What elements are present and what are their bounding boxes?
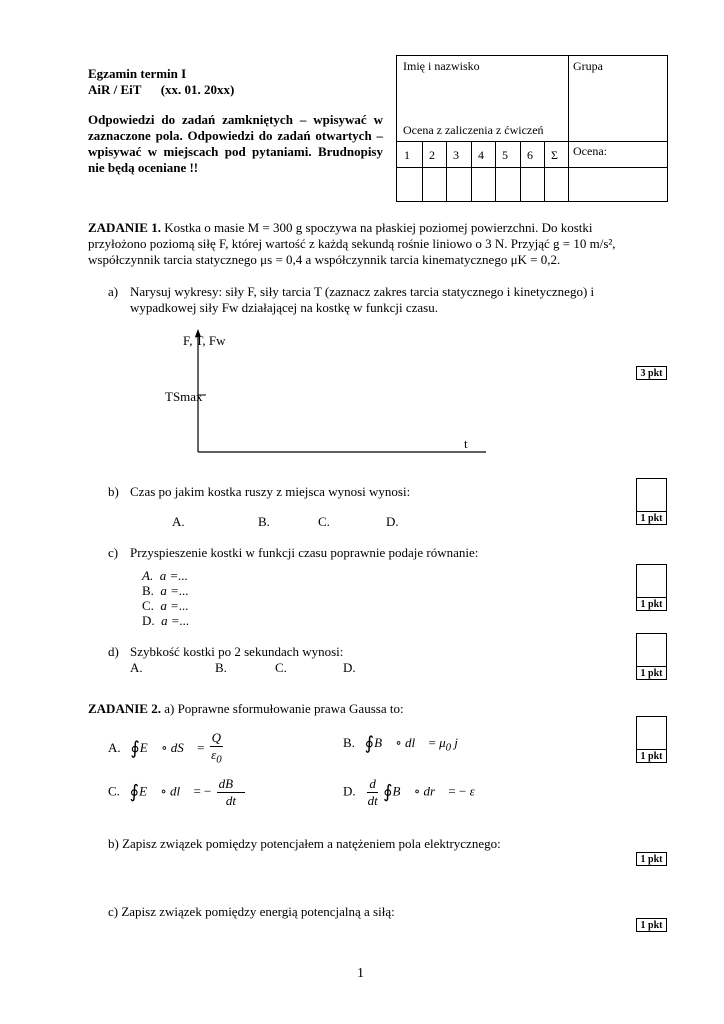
task2-heading: ZADANIE 2. [88, 701, 161, 716]
grade-column-header: 3 [453, 148, 459, 162]
task2-option-b[interactable]: B. ∮B⃗ ∘ dl⃗ = $\mu_0$ j [343, 733, 458, 754]
task1c-answer-box[interactable] [636, 564, 667, 598]
task1c-label: c) [108, 545, 119, 560]
task1d-option-d[interactable]: D. [343, 660, 356, 675]
task2a-points: 1 pkt [636, 749, 667, 763]
graph-tsmax-label: TSmax [165, 389, 203, 404]
task1b-option-b[interactable]: B. [258, 514, 270, 529]
task1a-points: 3 pkt [636, 366, 667, 380]
task1c-text: Przyspieszenie kostki w funkcji czasu poprawnie podaje równanie: [130, 545, 479, 560]
grade-column-header: 1 [404, 148, 410, 162]
grade-column-header: Σ [551, 148, 558, 162]
grade-cell[interactable] [520, 168, 544, 201]
task1c-option-c[interactable]: C. a =... [142, 598, 189, 613]
grade-label: Ocena: [573, 144, 607, 158]
task2a-text: a) Poprawne sformułowanie prawa Gaussa to: [164, 701, 404, 716]
name-field[interactable] [396, 55, 397, 56]
task2c-text: c) Zapisz związek pomiędzy energią potencjalną a siłą: [108, 904, 395, 919]
page-number: 1 [357, 966, 364, 981]
task1b-option-a[interactable]: A. [172, 514, 185, 529]
grade-column-header: 5 [502, 148, 508, 162]
grade-column-header: 6 [527, 148, 533, 162]
task1d-text: Szybkość kostki po 2 sekundach wynosi: [130, 644, 344, 659]
task1d-label: d) [108, 644, 119, 659]
task1b-option-c[interactable]: C. [318, 514, 330, 529]
task2-option-c[interactable]: C. ∮E⃗ ∘ dl⃗ = − $\frac{dB⃗}{dt}$ [108, 776, 244, 808]
exam-instructions: Odpowiedzi do zadań zamkniętych – wpisywać w zaznaczone pola. Odpowiedzi do zadań otwartych – wpisywać w miejscach pod pytaniami. Brudnopisy nie będą oceniane !! [88, 112, 383, 175]
task1c-options [142, 568, 189, 628]
task1-intro-line3: współczynnik tarcia statycznego μs = 0,4 a współczynnik tarcia kinematycznego μK = 0,2. [88, 252, 561, 267]
task2-intro [88, 701, 404, 717]
grade-column-header: 4 [478, 148, 484, 162]
grade-cell[interactable] [446, 168, 470, 201]
task2-option-d[interactable]: D. $\frac{d}{dt}$ ∮B⃗ ∘ dr⃗ = − ε [343, 776, 475, 808]
task1d-points: 1 pkt [636, 666, 667, 680]
task2b-text: b) Zapisz związek pomiędzy potencjałem a natężeniem pola elektrycznego: [108, 836, 501, 851]
grade-cell[interactable] [397, 168, 421, 201]
task1d-answer-box[interactable] [636, 633, 667, 667]
task1b-answer-box[interactable] [636, 478, 667, 512]
exam-title: Egzamin termin I [88, 66, 187, 81]
task1c-points: 1 pkt [636, 597, 667, 611]
task1b-label: b) [108, 484, 119, 499]
exercise-grade-label: Ocena z zaliczenia z ćwiczeń [403, 123, 544, 137]
grade-cell[interactable] [495, 168, 519, 201]
grade-cell[interactable] [422, 168, 446, 201]
task1c-option-d[interactable]: D. a =... [142, 613, 190, 628]
task1d-option-c[interactable]: C. [275, 660, 287, 675]
exam-subtitle: AiR / EiT (xx. 01. 20xx) [88, 82, 235, 97]
task1b-points: 1 pkt [636, 511, 667, 525]
task1b-option-d[interactable]: D. [386, 514, 399, 529]
name-label: Imię i nazwisko [403, 59, 480, 73]
task1d-option-b[interactable]: B. [215, 660, 227, 675]
graph-t-label: t [464, 436, 468, 451]
grade-column-header: 2 [429, 148, 435, 162]
graph-y-label: F, T, Fw [183, 333, 226, 348]
task1b-text: Czas po jakim kostka ruszy z miejsca wynosi wynosi: [130, 484, 411, 499]
student-info-table [396, 55, 668, 202]
task1-intro-line2: przyłożono poziomą siłę F, której wartość z każdą sekundą rośnie liniowo o 3 N. Przyjąć g = 10 m/s², [88, 236, 616, 251]
task2b-points: 1 pkt [636, 852, 667, 866]
grade-cell[interactable] [471, 168, 495, 201]
task1c-option-b[interactable]: B. a =... [142, 583, 189, 598]
grade-cell[interactable] [544, 168, 568, 201]
task2a-answer-box[interactable] [636, 716, 667, 750]
task1a-text1: Narysuj wykresy: siły F, siły tarcia T (zaznacz zakres tarcia statycznego i kinetycznego) i [130, 284, 595, 299]
group-label: Grupa [573, 59, 603, 73]
task1-heading: ZADANIE 1. [88, 220, 161, 235]
task1a-text2: wypadkowej siły Fw działającej na kostkę w funkcji czasu. [130, 300, 438, 315]
task1a-label: a) [108, 284, 119, 299]
task2-option-a[interactable]: A. ∮E⃗ ∘ dS⃗ = $\frac{Q}{\varepsilon_0}$ [108, 730, 222, 766]
task2c-points: 1 pkt [636, 918, 667, 932]
task1d-option-a[interactable]: A. [130, 660, 143, 675]
task1c-option-a[interactable]: A. a =... [142, 568, 188, 583]
task1-intro [88, 220, 668, 236]
task1-intro-line1: Kostka o masie M = 300 g spoczywa na płaskiej poziomej powierzchni. Do kostki [164, 220, 593, 235]
